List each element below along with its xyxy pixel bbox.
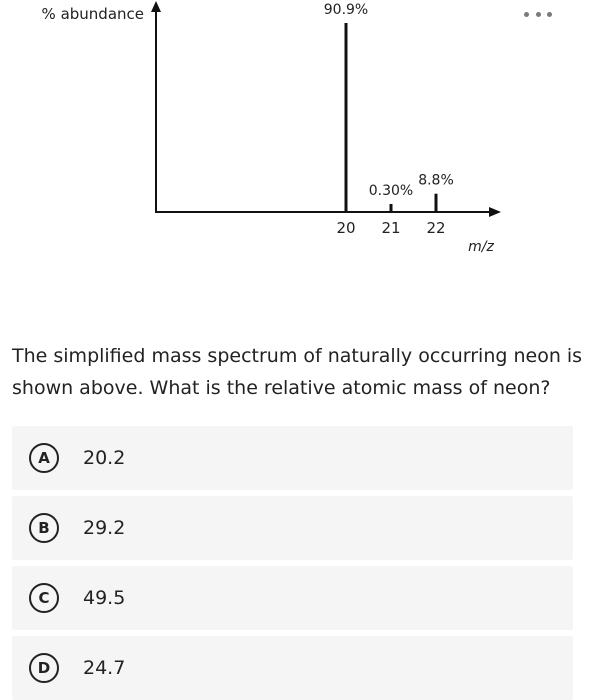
question-text: The simplified mass spectrum of naturally occurring neon is shown above. What is the relative atomic mass of neon? <box>12 345 583 399</box>
x-axis-label: m/z <box>468 239 494 255</box>
option-b[interactable] <box>12 496 573 560</box>
option-text: 29.2 <box>83 517 126 539</box>
bar-value-label: 8.8% <box>418 172 454 189</box>
option-text: 24.7 <box>83 657 126 679</box>
bar-value-label: 0.30% <box>368 183 414 199</box>
y-axis-label: % abundance <box>41 5 144 23</box>
more-dot <box>547 12 552 17</box>
option-a[interactable] <box>12 426 573 490</box>
bars-group <box>324 2 454 237</box>
option-letter-badge: B <box>29 513 59 543</box>
option-text: 49.5 <box>83 587 126 609</box>
option-letter-badge: D <box>29 653 59 683</box>
option-letter-badge: A <box>29 443 59 473</box>
option-c[interactable] <box>12 566 573 630</box>
option-text: 20.2 <box>83 447 126 469</box>
x-tick-label: 21 <box>381 219 401 237</box>
more-dot <box>524 12 529 17</box>
more-dot <box>536 12 541 17</box>
answer-options <box>12 426 573 700</box>
x-axis-arrow <box>489 207 501 217</box>
y-axis-arrow <box>151 1 161 12</box>
x-tick-label: 20 <box>336 219 356 237</box>
x-tick-label: 22 <box>426 219 446 237</box>
more-horizontal-icon[interactable] <box>524 6 552 22</box>
bar-value-label: 90.9% <box>323 2 369 18</box>
option-letter-badge: C <box>29 583 59 613</box>
option-d[interactable] <box>12 636 573 700</box>
mass-spectrum-chart <box>0 0 608 270</box>
